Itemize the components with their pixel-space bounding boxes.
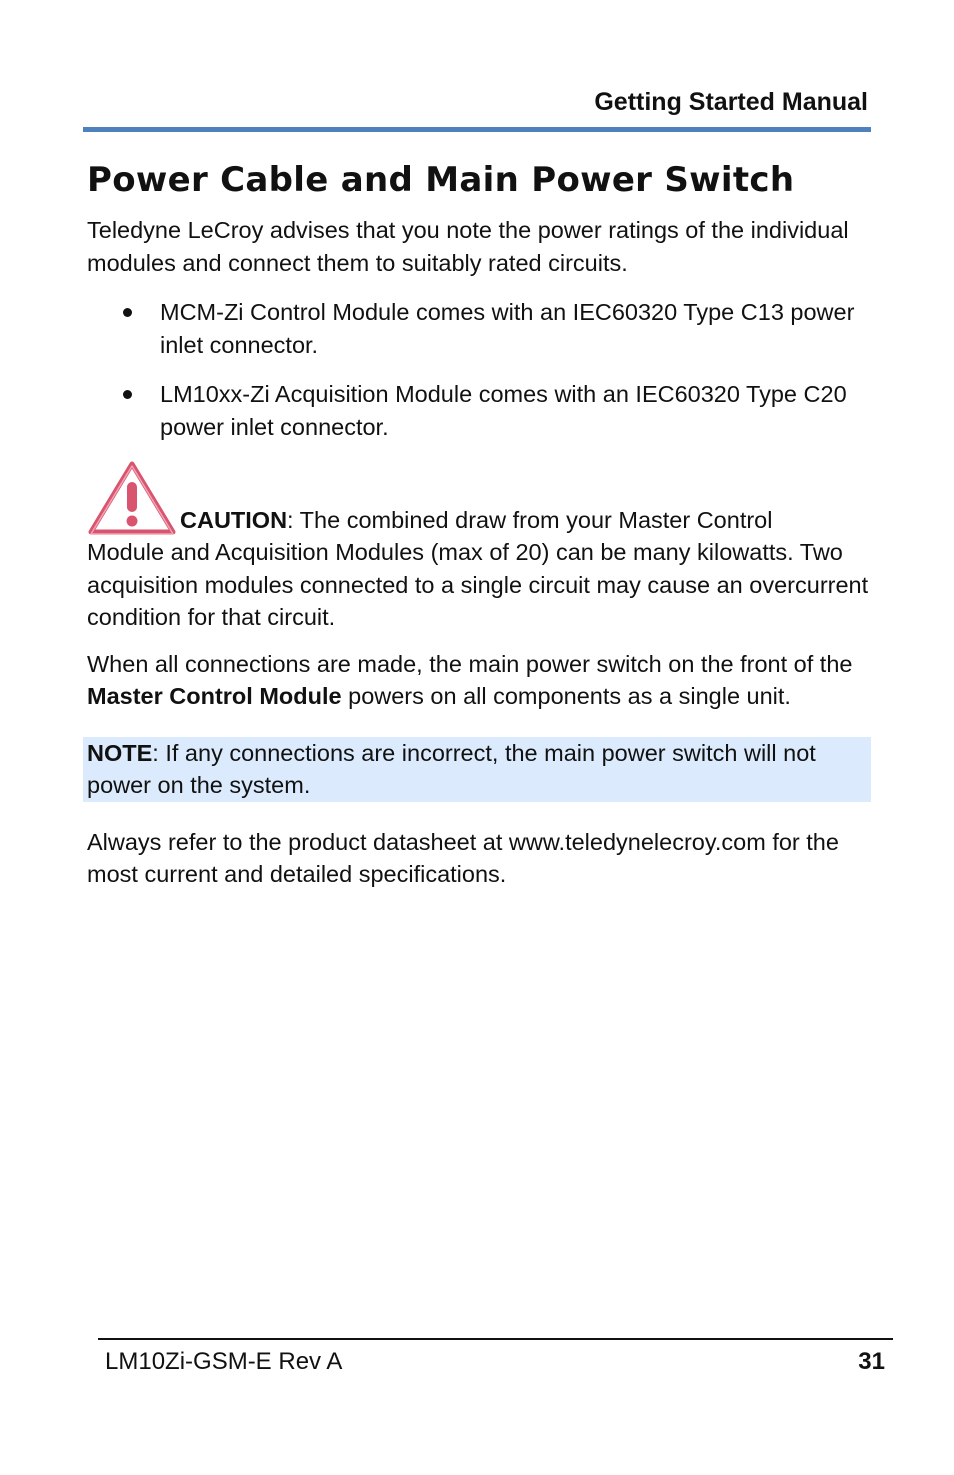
footer-rule bbox=[98, 1338, 893, 1340]
header-rule bbox=[83, 127, 871, 132]
closing-paragraph: Always refer to the product datasheet at www.teledynelecroy.com for the most current and detailed specifications. bbox=[87, 828, 839, 887]
caution-label: CAUTION bbox=[180, 506, 288, 533]
list-item bbox=[87, 296, 871, 361]
bullet-icon bbox=[123, 308, 132, 317]
intro-paragraph: Teledyne LeCroy advises that you note the power ratings of the individual modules and connect them to suitably rated circuits. bbox=[87, 217, 849, 276]
bullet-list bbox=[87, 296, 871, 443]
page-content bbox=[87, 158, 871, 891]
note-text: : If any connections are incorrect, the main power switch will not power on the system. bbox=[87, 739, 816, 798]
warning-triangle-icon bbox=[87, 460, 177, 536]
section-title: Power Cable and Main Power Switch bbox=[87, 160, 795, 200]
master-control-module-term: Master Control Module bbox=[87, 683, 342, 709]
caution-text-line1: : The combined draw from your Master Control bbox=[287, 506, 773, 533]
power-text-after: powers on all components as a single unit. bbox=[341, 683, 791, 709]
bullet-icon bbox=[123, 390, 132, 399]
list-item-text: MCM-Zi Control Module comes with an IEC60320 Type C13 power inlet connector. bbox=[160, 299, 855, 358]
caution-text: Module and Acquisition Modules (max of 20) can be many kilowatts. Two acquisition modules connected to a single circuit may cause an overcurrent condition for that circuit. bbox=[87, 539, 869, 630]
note-box bbox=[83, 737, 871, 802]
list-item bbox=[87, 378, 871, 443]
running-header-title: Getting Started Manual bbox=[594, 88, 868, 116]
list-item-text: LM10xx-Zi Acquisition Module comes with an IEC60320 Type C20 power inlet connector. bbox=[160, 381, 847, 440]
power-switch-paragraph bbox=[87, 648, 871, 713]
page-number: 31 bbox=[858, 1348, 885, 1375]
caution-block bbox=[87, 460, 871, 634]
note-label: NOTE bbox=[87, 739, 153, 766]
footer-doc-id: LM10Zi-GSM-E Rev A bbox=[105, 1348, 343, 1375]
power-text-before: When all connections are made, the main power switch on the front of the bbox=[87, 650, 853, 677]
